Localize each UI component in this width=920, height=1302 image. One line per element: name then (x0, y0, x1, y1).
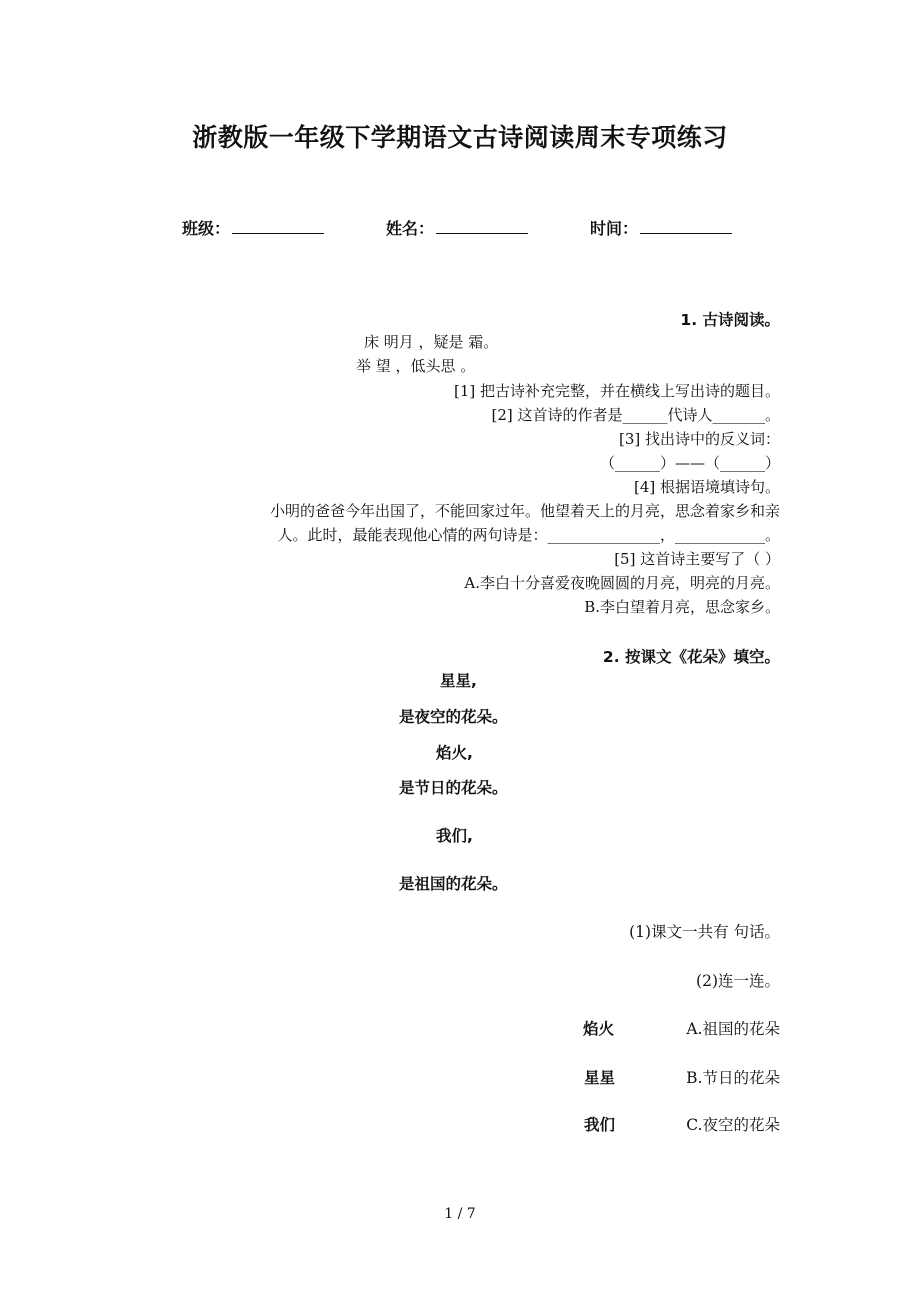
q1-sub-3: [3] 找出诗中的反义词： (618, 430, 780, 448)
q2-poem-line-6: 是祖国的花朵。 (399, 875, 508, 893)
q1-option-a: A.李白十分喜爱夜晚圆圆的月亮，明亮的月亮。 (464, 574, 780, 592)
time-field (590, 216, 732, 239)
q2-poem-line-1: 星星, (440, 672, 477, 690)
class-field (182, 216, 324, 239)
match-left-1[interactable]: 焰火 (583, 1020, 615, 1038)
match-right-2[interactable]: B.节日的花朵 (686, 1069, 780, 1087)
q1-option-b: B.李白望着月亮，思念家乡。 (584, 598, 780, 616)
page-title: 浙教版一年级下学期语文古诗阅读周末专项练习 (192, 123, 728, 152)
time-blank[interactable] (640, 219, 732, 234)
q2-sub-2: (2)连一连。 (696, 972, 780, 990)
name-field (386, 216, 528, 239)
q1-poem-line-2: 举 望 ，低头思 。 (356, 357, 476, 375)
q1-poem-line-1: 床 明月 ，疑是 霜。 (364, 333, 499, 351)
match-left-3[interactable]: 我们 (584, 1116, 616, 1134)
q2-heading: 2. 按课文《花朵》填空。 (602, 648, 780, 666)
class-label: 班级： (182, 219, 231, 238)
q1-sub-2: [2] 这首诗的作者是______代诗人_______。 (491, 406, 780, 424)
name-label: 姓名： (386, 219, 435, 238)
q2-poem-line-3: 焰火, (436, 744, 473, 762)
q1-sub-3-blanks: （______）——（______） (599, 454, 780, 472)
q2-sub-1: (1)课文一共有 句话。 (629, 923, 780, 941)
class-blank[interactable] (232, 219, 324, 234)
match-left-2[interactable]: 星星 (584, 1069, 616, 1087)
time-label: 时间： (590, 219, 639, 238)
q2-poem-line-2: 是夜空的花朵。 (399, 708, 508, 726)
q2-poem-line-4: 是节日的花朵。 (399, 779, 508, 797)
page-number: 1 / 7 (444, 1206, 476, 1222)
q1-sub-4-text-1: 小明的爸爸今年出国了，不能回家过年。他望着天上的月亮，思念着家乡和亲 (269, 502, 780, 520)
q1-heading: 1. 古诗阅读。 (680, 311, 780, 329)
q1-sub-5: [5] 这首诗主要写了（ ） (614, 550, 780, 568)
q2-poem-line-5: 我们, (436, 827, 473, 845)
q1-sub-1: [1] 把古诗补充完整，并在横线上写出诗的题目。 (453, 382, 780, 400)
q1-sub-4: [4] 根据语境填诗句。 (633, 478, 780, 496)
match-right-1[interactable]: A.祖国的花朵 (686, 1020, 780, 1038)
q1-sub-4-text-2: 人。此时，最能表现他心情的两句诗是：_______________，____________。 (277, 526, 780, 544)
match-right-3[interactable]: C.夜空的花朵 (686, 1116, 780, 1134)
name-blank[interactable] (436, 219, 528, 234)
